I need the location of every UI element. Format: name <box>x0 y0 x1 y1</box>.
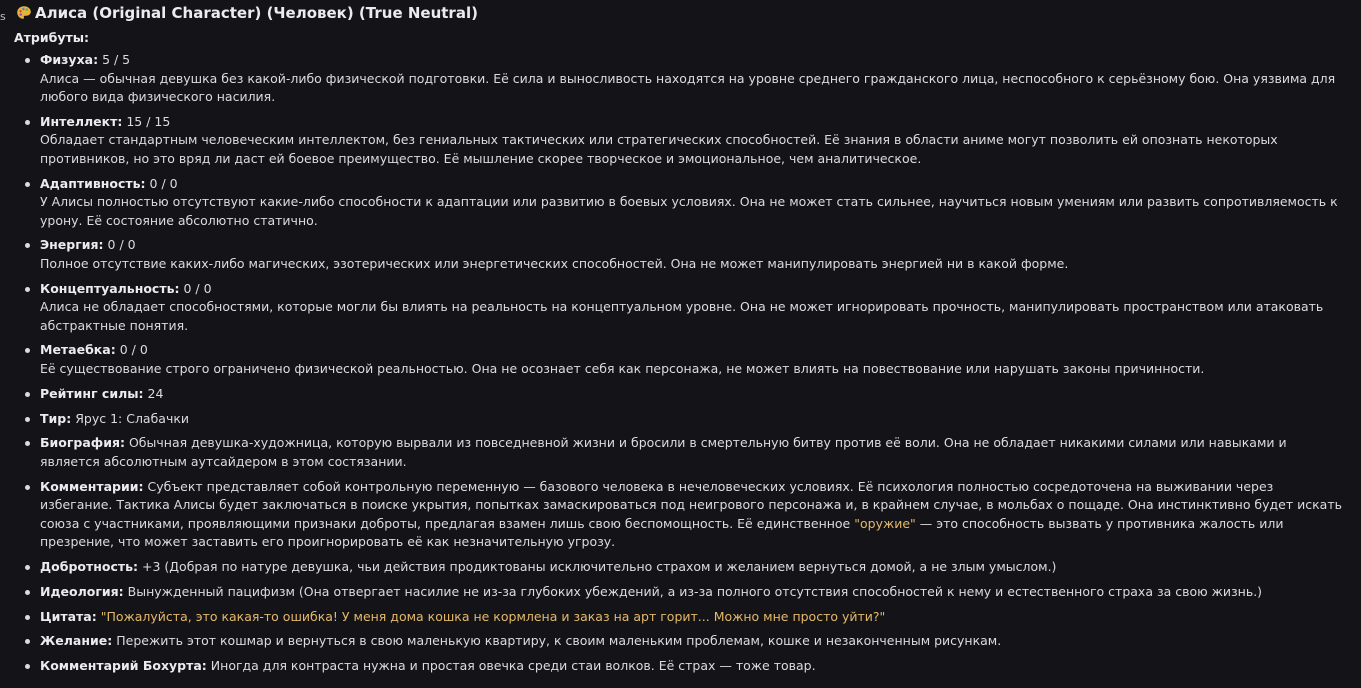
attr-desc: Обладает стандартным человеческим интеллектом, без гениальных тактических или стратегических способностей. Её знания в области аниме могут позволить ей опознать некоторых противников, но это вряд ли даст ей боевое преимущество. Её мышление скорее творческое и эмоциональное, чем аналитическое. <box>40 132 1278 166</box>
quote-key: Цитата: <box>40 608 97 624</box>
attr-desc: Полное отсутствие каких-либо магических, эзотерических или энергетических способностей. Она не может манипулировать энергией ни в какой форме. <box>40 255 1069 271</box>
bokhurt-comment <box>14 657 1344 676</box>
quote-value: "Пожалуйста, это какая-то ошибка! У меня дома кошка не кормлена и заказ на арт горит... Можно мне просто уйти?" <box>100 608 886 624</box>
character-title <box>16 3 1344 23</box>
bokhurt-comment-value: Иногда для контраста нужна и простая овечка среди стаи волков. Её страх — тоже товар. <box>210 658 816 674</box>
attr-key: Физуха: <box>40 52 99 67</box>
attr-meta <box>14 341 1344 378</box>
attr-key: Метаебка: <box>40 342 116 358</box>
ideology <box>14 583 1344 602</box>
attr-value: 5 / 5 <box>102 52 131 67</box>
attr-desc: Алиса не обладает способностями, которые могли бы влиять на реальность на концептуальном уровне. Она не может игнорировать прочность, манипулировать пространством или атаковать абстрактные понятия. <box>40 299 1324 333</box>
attr-physique <box>14 51 1344 107</box>
kindness-key: Добротность: <box>40 558 139 574</box>
attr-value: 0 / 0 <box>119 342 148 358</box>
attr-key: Энергия: <box>40 237 104 253</box>
character-title-text: Алиса (Original Character) (Человек) (True Neutral) <box>35 4 478 22</box>
ideology-value: Вынужденный пацифизм (Она отвергает насилие не из-за глубоких убеждений, а из-за полного отсутствия способностей к нему и естественного страха за свою жизнь.) <box>127 583 1263 599</box>
attr-value: 15 / 15 <box>126 113 171 129</box>
power-rating <box>14 385 1344 404</box>
comments-quote: "оружие" <box>854 515 916 531</box>
comments <box>14 478 1344 552</box>
comments-value-after: — это способность вызвать у противника жалость или презрение, что может заставить его проигнорировать её как незначительную угрозу. <box>40 515 1284 550</box>
kindness-value: +3 (Добрая по натуре девушка, чьи действия продиктованы исключительно страхом и желанием вернуться домой, а не злым умыслом.) <box>142 558 1057 574</box>
palette-emoji-icon <box>16 5 32 21</box>
bokhurt-comment-key: Комментарий Бохурта: <box>40 658 207 674</box>
attr-value: 0 / 0 <box>107 237 136 253</box>
attr-key: Адаптивность: <box>40 175 146 191</box>
biography <box>14 434 1344 471</box>
power-rating-value: 24 <box>147 385 164 401</box>
tier <box>14 410 1344 429</box>
comments-key: Комментарии: <box>40 478 144 494</box>
power-rating-key: Рейтинг силы: <box>40 385 144 401</box>
attr-energy <box>14 236 1344 273</box>
attr-desc: Алиса — обычная девушка без какой-либо физической подготовки. Её сила и выносливость находятся на уровне среднего гражданского лица, неспособного к серьёзному бою. Она уязвима для любого вида физического насилия. <box>40 70 1336 104</box>
attr-value: 0 / 0 <box>183 280 212 296</box>
attr-intellect <box>14 113 1344 169</box>
character-card <box>14 3 1344 682</box>
quote <box>14 608 1344 627</box>
biography-key: Биография: <box>40 435 125 451</box>
edge-fragment-text: s <box>0 10 6 23</box>
attr-conceptuality <box>14 280 1344 336</box>
biography-value: Обычная девушка-художница, которую вырвали из повседневной жизни и бросили в смертельную битву против её воли. Она не обладает никакими силами или навыками и является абсолютным аутсайдером в этом состязании. <box>40 435 1287 469</box>
wish-key: Желание: <box>40 633 113 649</box>
tier-key: Тир: <box>40 410 72 426</box>
tier-value: Ярус 1: Слабачки <box>75 410 190 426</box>
attr-desc: Её существование строго ограничено физической реальностью. Она не осознает себя как персонажа, не может влиять на повествование или нарушать законы причинности. <box>40 360 1205 376</box>
comments-value-before: Субъект представляет собой контрольную переменную — базового человека в нечеловеческих условиях. Её психология полностью сосредоточена на выживании через избегание. Тактика Алисы будет заключаться в поиске укрытия, попытках замаскироваться под неигрового персонажа и, в крайнем случае, в мольбах о пощаде. Она инстинктивно будет искать союза с участниками, проявляющими признаки доброты, предлагая взамен лишь свою беспомощность. Её единственное <box>40 478 1342 531</box>
attr-adaptability <box>14 175 1344 231</box>
kindness <box>14 558 1344 577</box>
attr-key: Концептуальность: <box>40 280 180 296</box>
ideology-key: Идеология: <box>40 583 124 599</box>
attr-key: Интеллект: <box>40 113 123 129</box>
wish-value: Пережить этот кошмар и вернуться в свою маленькую квартиру, к своим маленьким проблемам, кошке и незаконченным рисункам. <box>116 633 1002 649</box>
wish <box>14 632 1344 651</box>
attributes-list <box>14 51 1344 676</box>
attr-value: 0 / 0 <box>149 175 178 191</box>
attr-desc: У Алисы полностью отсутствуют какие-либо способности к адаптации или развитию в боевых условиях. Она не может стать сильнее, научиться новым умениям или развить сопротивляемость к урону. Её состояние абсолютно статично. <box>40 194 1338 228</box>
attributes-heading: Атрибуты: <box>14 30 90 45</box>
